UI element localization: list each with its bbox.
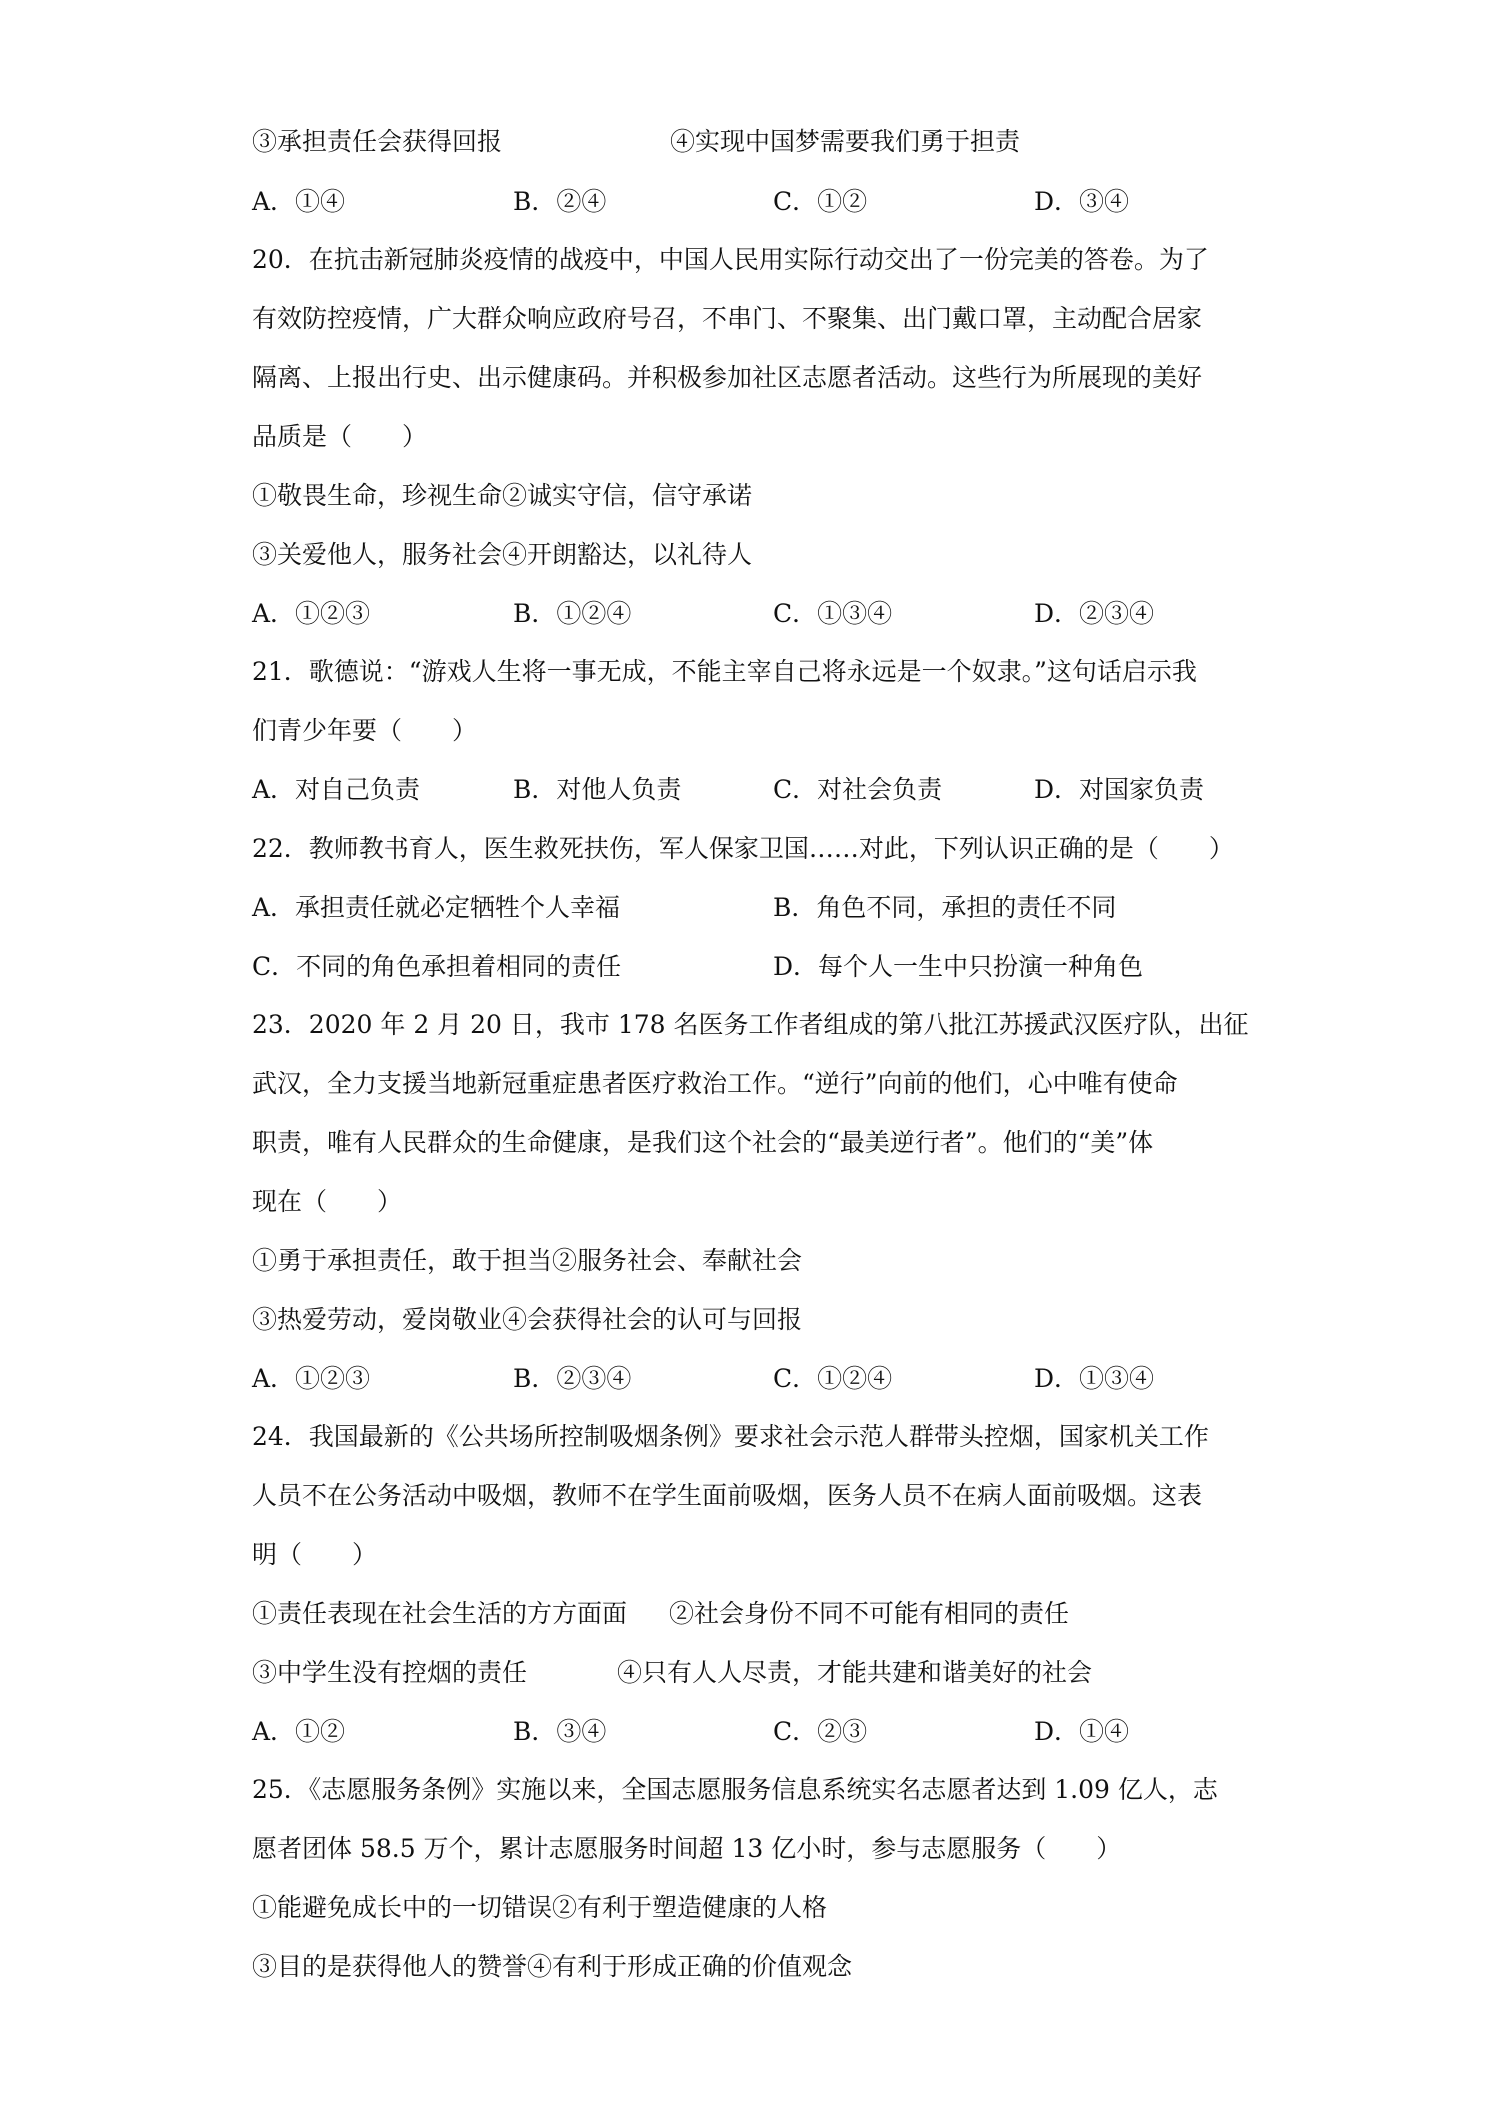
question-23-line: 职责，唯有人民群众的生命健康，是我们这个社会的“最美逆行者”。他们的“美”体 (252, 1128, 1154, 1157)
question-20-line: 隔离、上报出行史、出示健康码。并积极参加社区志愿者活动。这些行为所展现的美好 (252, 363, 1203, 392)
question-23-line: 23．2020 年 2 月 20 日，我市 178 名医务工作者组成的第八批江苏援武汉医疗队，出征 (252, 1010, 1249, 1039)
question-24-line: 人员不在公务活动中吸烟，教师不在学生面前吸烟，医务人员不在病人面前吸烟。这表 (252, 1481, 1203, 1510)
option-b: B．①②④ (513, 599, 632, 628)
option-b: B．②④ (513, 187, 607, 216)
option-a: A．①②③ (252, 599, 371, 628)
option-c: C．②③ (773, 1717, 868, 1746)
option-c: C．对社会负责 (773, 775, 943, 804)
statement: ①能避免成长中的一切错误②有利于塑造健康的人格 (252, 1893, 828, 1922)
question-21-line: 21．歌德说：“游戏人生将一事无成，不能主宰自己将永远是一个奴隶。”这句话启示我 (252, 657, 1197, 686)
option-b: B．角色不同，承担的责任不同 (773, 893, 1117, 922)
option-d: D．②③④ (1034, 599, 1155, 628)
statement: ①勇于承担责任，敢于担当②服务社会、奉献社会 (252, 1246, 803, 1275)
question-20-line: 有效防控疫情，广大群众响应政府号召，不串门、不聚集、出门戴口罩，主动配合居家 (252, 304, 1203, 333)
option-d: D．①④ (1034, 1717, 1130, 1746)
statement: ④只有人人尽责，才能共建和谐美好的社会 (617, 1658, 1093, 1687)
option-a: A．承担责任就必定牺牲个人幸福 (252, 893, 621, 922)
option-d: D．每个人一生中只扮演一种角色 (773, 952, 1144, 981)
statement: ③目的是获得他人的赞誉④有利于形成正确的价值观念 (252, 1952, 853, 1981)
question-22-line: 22．教师教书育人，医生救死扶伤，军人保家卫国……对此，下列认识正确的是（ ） (252, 834, 1234, 863)
option-d: D．①③④ (1034, 1364, 1155, 1393)
statement: ①责任表现在社会生活的方方面面 (252, 1599, 628, 1628)
statement: ③中学生没有控烟的责任 (252, 1658, 528, 1687)
option-d: D．③④ (1034, 187, 1130, 216)
question-24-line: 24．我国最新的《公共场所控制吸烟条例》要求社会示范人群带头控烟，国家机关工作 (252, 1422, 1209, 1451)
option-c: C．①② (773, 187, 868, 216)
option-c: C．①②④ (773, 1364, 893, 1393)
statement: ③关爱他人，服务社会④开朗豁达，以礼待人 (252, 540, 753, 569)
statement: ②社会身份不同不可能有相同的责任 (669, 1599, 1070, 1628)
option-d: D．对国家负责 (1034, 775, 1205, 804)
option-c: C．①③④ (773, 599, 893, 628)
question-24-line: 明（ ） (252, 1540, 378, 1569)
statement: ③承担责任会获得回报 (252, 127, 503, 156)
option-a: A．①④ (252, 187, 346, 216)
option-b: B．③④ (513, 1717, 607, 1746)
option-c: C．不同的角色承担着相同的责任 (252, 952, 622, 981)
question-20-line: 20．在抗击新冠肺炎疫情的战疫中，中国人民用实际行动交出了一份完美的答卷。为了 (252, 245, 1209, 274)
question-23-line: 现在（ ） (252, 1187, 403, 1216)
option-a: A．对自己负责 (252, 775, 421, 804)
option-b: B．②③④ (513, 1364, 632, 1393)
question-25-line: 25．《志愿服务条例》实施以来，全国志愿服务信息系统实名志愿者达到 1.09 亿人，志 (252, 1775, 1218, 1804)
question-23-line: 武汉，全力支援当地新冠重症患者医疗救治工作。“逆行”向前的他们，心中唯有使命 (252, 1069, 1178, 1098)
question-25-line: 愿者团体 58.5 万个，累计志愿服务时间超 13 亿小时，参与志愿服务（ ） (252, 1834, 1122, 1863)
option-a: A．①②③ (252, 1364, 371, 1393)
option-a: A．①② (252, 1717, 346, 1746)
statement: ④实现中国梦需要我们勇于担责 (670, 127, 1021, 156)
question-21-line: 们青少年要（ ） (252, 716, 478, 745)
statement: ③热爱劳动，爱岗敬业④会获得社会的认可与回报 (252, 1305, 803, 1334)
option-b: B．对他人负责 (513, 775, 682, 804)
statement: ①敬畏生命，珍视生命②诚实守信，信守承诺 (252, 481, 753, 510)
question-20-line: 品质是（ ） (252, 422, 428, 451)
